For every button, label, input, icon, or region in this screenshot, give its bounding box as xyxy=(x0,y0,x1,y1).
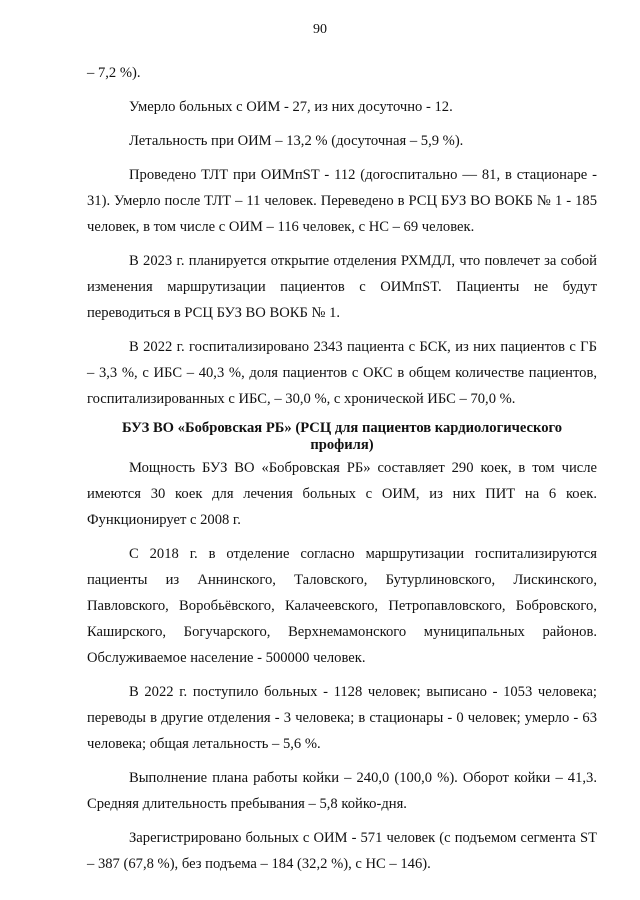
paragraph: Зарегистрировано больных с ОИМ - 571 человек (с подъемом сегмента ST – 387 (67,8 %), без подъема – 184 (32,2 %), с НС – 146). xyxy=(87,830,597,872)
paragraph: Выполнение плана работы койки – 240,0 (100,0 %). Оборот койки – 41,3. Средняя длительность пребывания – 5,8 койко-дня. xyxy=(87,770,597,812)
paragraph: С 2018 г. в отделение согласно маршрутизации госпитализируются пациенты из Аннинского, Таловского, Бутурлиновского, Лискинского, Павловского, Воробьёвского, Калачеевского, Петропавловского, Бобровского, Каширского, Богучарского, Верхнемамонского муниципальных районов. Обслуживаемое население - 500000 человек. xyxy=(87,546,597,666)
section-heading: БУЗ ВО «Бобровская РБ» (РСЦ для пациентов кардиологического профиля) xyxy=(121,420,563,453)
paragraph: В 2022 г. поступило больных - 1128 человек; выписано - 1053 человека; переводы в другие отделения - 3 человека; в стационары - 0 человек; умерло - 63 человека; общая летальность – 5,6 %. xyxy=(87,684,597,752)
paragraph: Проведено ТЛТ при ОИМпST - 112 (догоспитально — 81, в стационаре - 31). Умерло после ТЛТ – 11 человек. Переведено в РСЦ БУЗ ВО ВОКБ № 1 - 185 человек, в том числе с ОИМ – 116 человек, с НС – 69 человек. xyxy=(87,167,597,235)
paragraph: – 7,2 %). xyxy=(87,65,141,81)
paragraph: Летальность при ОИМ – 13,2 % (досуточная – 5,9 %). xyxy=(129,133,464,149)
paragraph: В 2022 г. госпитализировано 2343 пациента с БСК, из них пациентов с ГБ – 3,3 %, с ИБС – 40,3 %, доля пациентов с ОКС в общем количестве пациентов, госпитализированных с ИБС, – 30,0 %, с хронической ИБС – 70,0 %. xyxy=(87,339,597,407)
paragraph: В 2023 г. планируется открытие отделения РХМДЛ, что повлечет за собой изменения маршрутизации пациентов с ОИМпST. Пациенты не будут переводиться в РСЦ БУЗ ВО ВОКБ № 1. xyxy=(87,253,597,321)
page-number: 90 xyxy=(313,22,327,37)
paragraph: Мощность БУЗ ВО «Бобровская РБ» составляет 290 коек, в том числе имеются 30 коек для лечения больных с ОИМ, из них ПИТ на 6 коек. Функционирует с 2008 г. xyxy=(87,460,597,528)
paragraph: Умерло больных с ОИМ - 27, из них досуточно - 12. xyxy=(129,99,453,115)
document-body xyxy=(87,60,597,885)
